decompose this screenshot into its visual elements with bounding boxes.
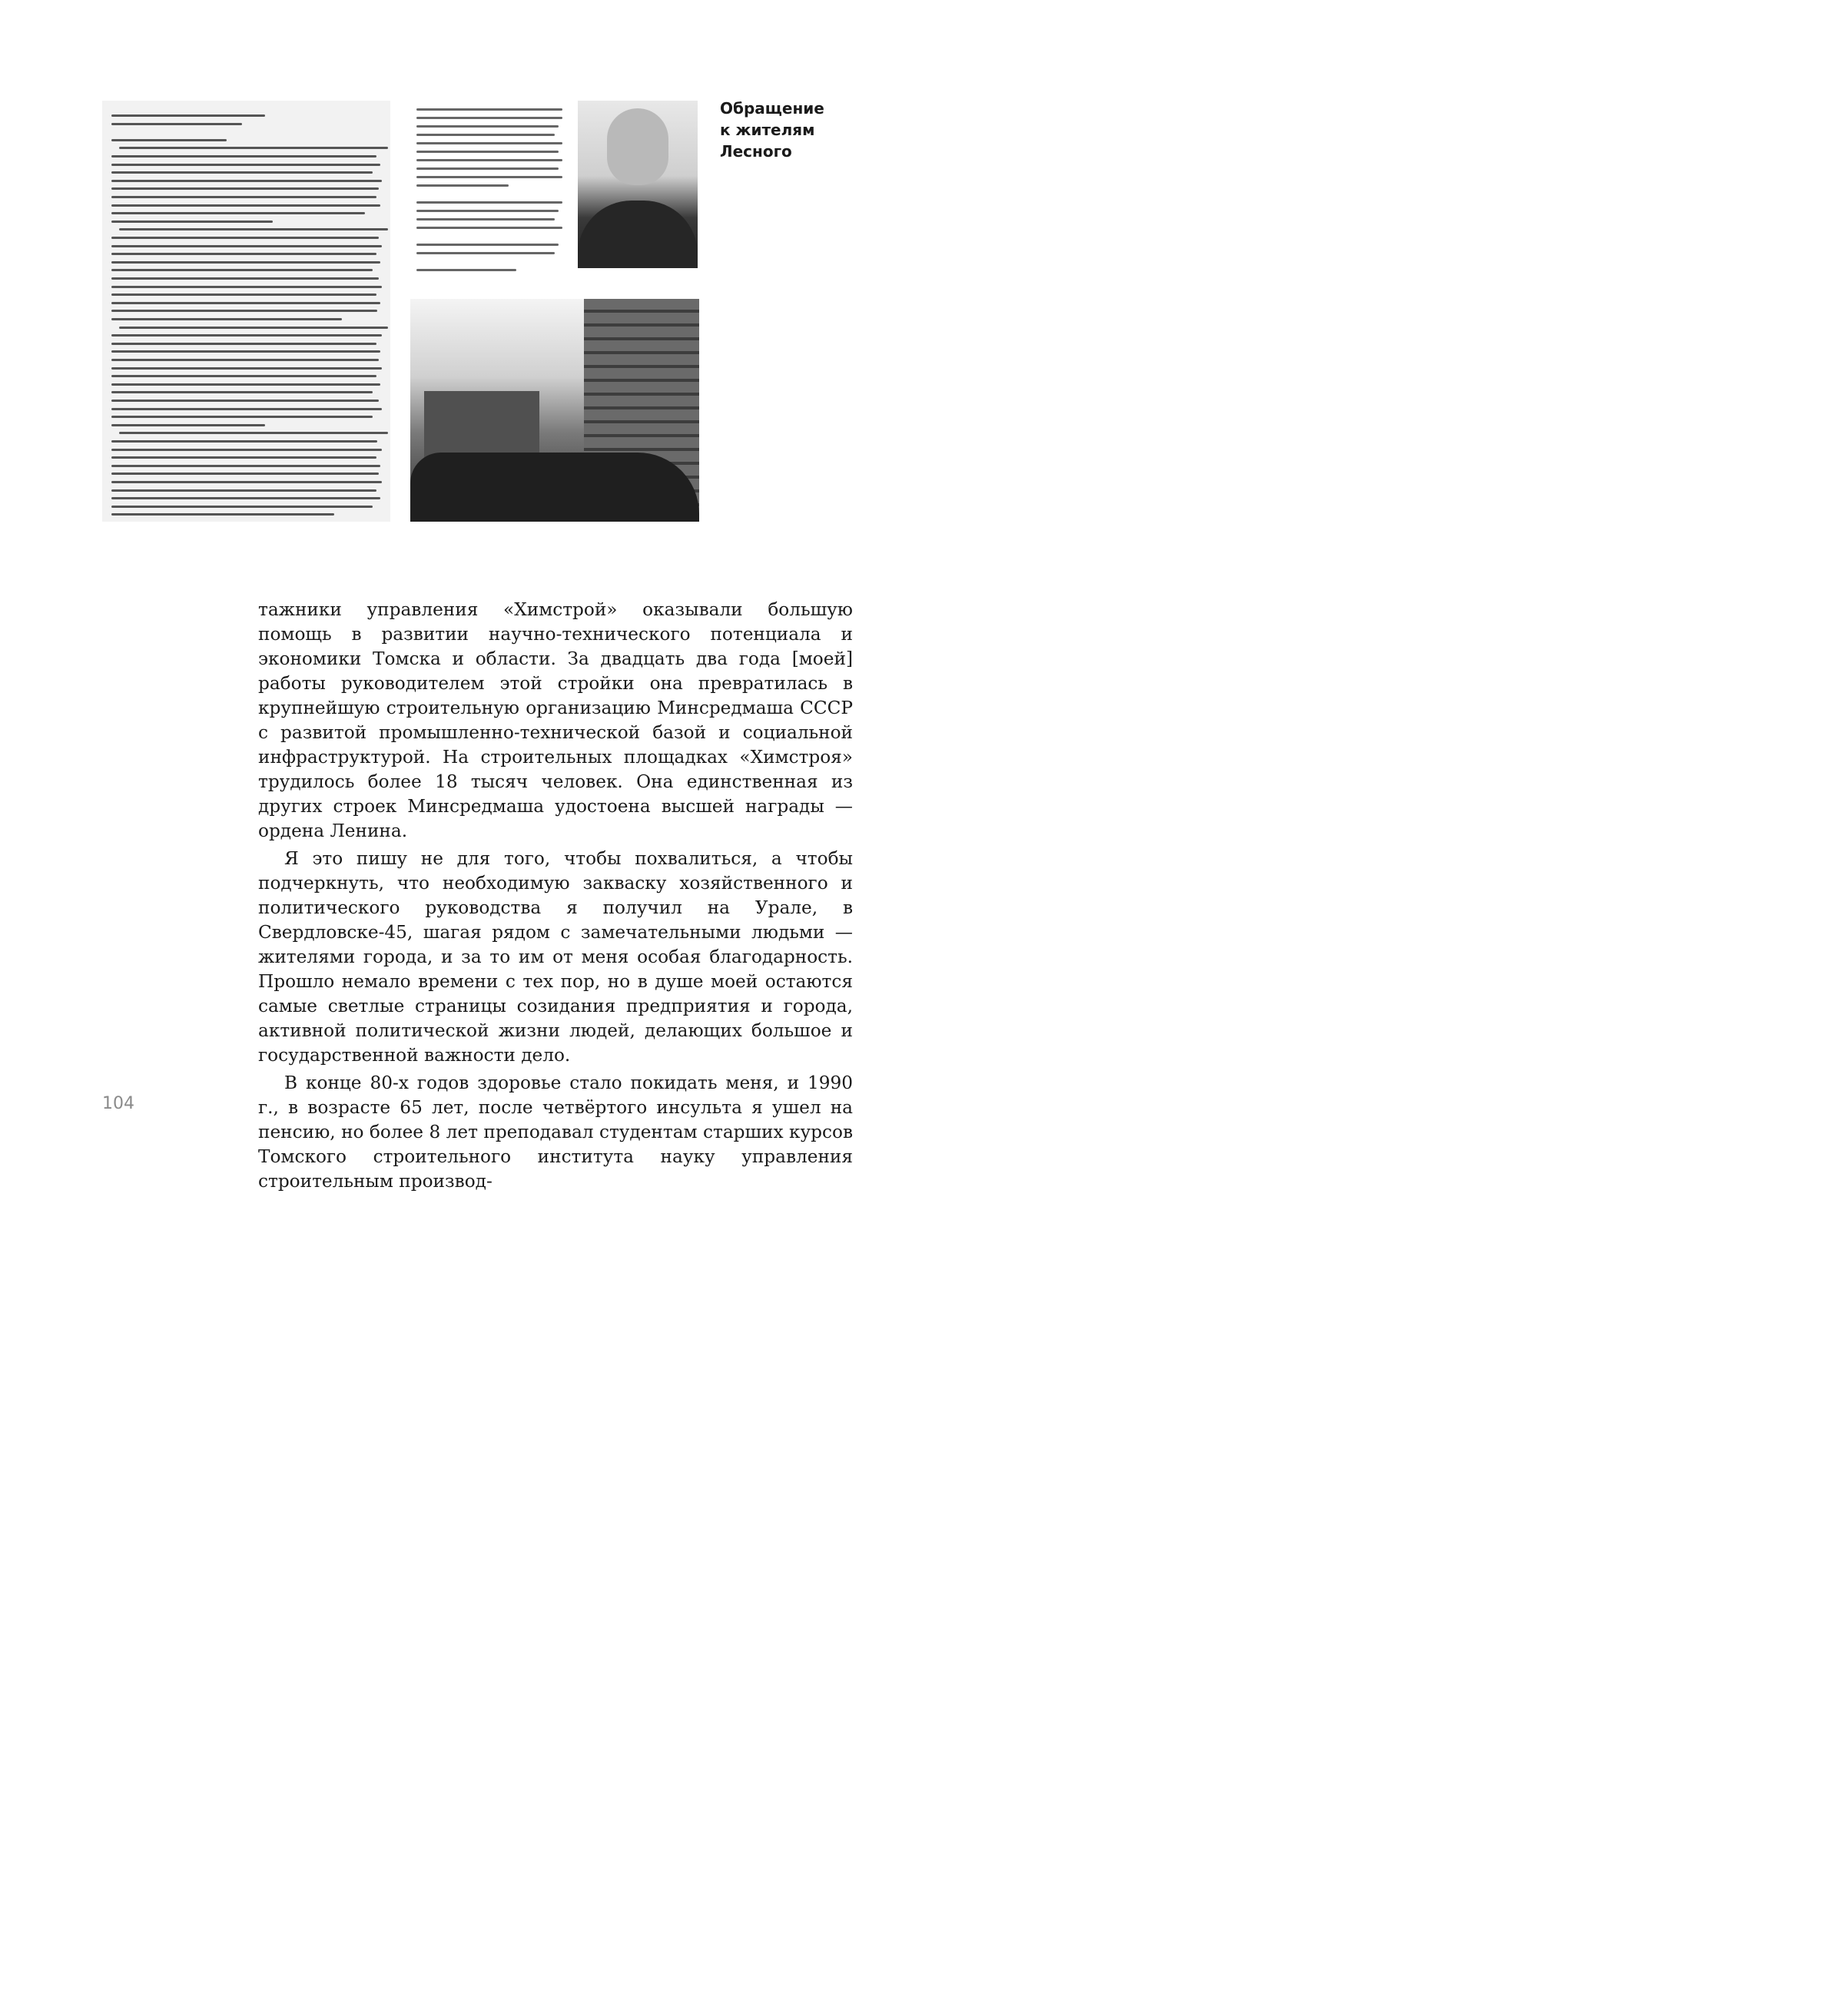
handwriting-line	[416, 142, 562, 144]
body-paragraph: тажники управления «Химстрой» оказывали большую помощь в развитии научно-технического потенциала и экономики Томска и области. За двадцать два года [моей] работы руководителем этой стройки она превратилась в крупнейшую строительную организацию Минсредмаша СССР с развитой промышленно-технической базой и социальной инфраструктурой. На строительных площадках «Химстроя» трудилось более 18 тысяч человек. Она единственная из других строек Минсредмаша удостоена высшей награды — ордена Ленина.	[258, 599, 853, 841]
handwriting-line	[416, 167, 559, 170]
photo-house-shape	[424, 391, 539, 460]
handwriting-line	[416, 244, 559, 246]
portrait-photo	[578, 101, 698, 268]
handwriting-line	[111, 497, 380, 499]
handwriting-line	[111, 253, 376, 255]
handwriting-line	[119, 147, 388, 149]
handwriting-line	[111, 343, 376, 345]
handwriting-line	[111, 139, 227, 141]
handwriting-line	[416, 134, 555, 136]
handwriting-line	[111, 155, 376, 158]
handwriting-line	[111, 416, 373, 418]
handwriting-line	[111, 196, 376, 198]
body-paragraph: В конце 80-х годов здоровье стало покидать меня, и 1990 г., в возрасте 65 лет, после четвёртого инсульта я ушел на пенсию, но более 8 лет преподавал студентам старших курсов Томского строительного института науку управления строительным производ-	[258, 1073, 853, 1192]
handwriting-line	[111, 237, 379, 239]
handwriting-line	[111, 164, 380, 166]
handwriting-line	[416, 125, 559, 128]
handwriting-line	[416, 218, 555, 220]
handwriting-line	[111, 472, 379, 475]
scanned-letter-image	[102, 101, 390, 522]
handwriting-line	[111, 277, 379, 280]
handwriting-line	[111, 171, 373, 174]
handwriting-line	[111, 513, 334, 516]
portrait-head-shape	[607, 108, 668, 185]
main-body-text	[258, 598, 853, 1197]
side-heading-line: Обращение	[720, 99, 824, 118]
photo-crowd-shape	[410, 453, 699, 522]
handwriting-line	[111, 391, 373, 393]
handwriting-line	[416, 159, 562, 161]
handwriting-line	[111, 465, 380, 467]
handwriting-line	[111, 400, 379, 402]
handwriting-line	[111, 212, 365, 214]
handwriting-line	[416, 176, 562, 178]
handwriting-line	[111, 114, 265, 117]
handwriting-line	[119, 327, 388, 329]
handwriting-line	[111, 187, 379, 190]
handwriting-line	[111, 408, 382, 410]
handwriting-line	[111, 350, 380, 353]
handwriting-line	[111, 359, 379, 361]
handwriting-line	[416, 252, 555, 254]
handwriting-line	[416, 184, 509, 187]
handwriting-line	[111, 245, 382, 247]
handwriting-line	[111, 302, 380, 304]
handwriting-line	[111, 456, 376, 459]
historical-street-photo	[410, 299, 699, 522]
handwriting-line	[111, 286, 382, 288]
handwriting-line	[111, 310, 377, 312]
handwriting-line	[119, 432, 388, 434]
handwriting-line	[416, 269, 516, 271]
handwriting-line	[416, 117, 562, 119]
handwriting-line	[416, 210, 559, 212]
handwriting-line	[111, 261, 380, 264]
portrait-shoulders-shape	[578, 201, 698, 268]
handwriting-line	[111, 204, 380, 207]
handwriting-line	[416, 227, 562, 229]
handwriting-line	[111, 334, 382, 337]
handwriting-line	[416, 108, 562, 111]
handwriting-line	[416, 201, 562, 204]
handwriting-line	[111, 269, 373, 271]
handwriting-line	[111, 375, 376, 377]
handwriting-line	[111, 123, 242, 125]
handwriting-line	[111, 383, 380, 386]
handwriting-line	[111, 489, 376, 492]
handwriting-line	[111, 449, 382, 451]
handwriting-line	[416, 151, 559, 153]
handwriting-line	[111, 180, 382, 182]
handwriting-line	[111, 440, 377, 443]
page-number: 104	[102, 1094, 134, 1113]
handwriting-line	[111, 318, 342, 320]
handwriting-line	[111, 293, 376, 296]
body-paragraph: Я это пишу не для того, чтобы похвалиться, а чтобы подчеркнуть, что необходимую закваску хозяйственного и политического руководства я получил на Урале, в Свердловске-45, шагая рядом с замечательными людьми — жителями города, и за то им от меня особая благодарность. Прошло немало времени с тех пор, но в душе моей остаются самые светлые страницы созидания предприятия и города, активной политической жизни людей, делающих большое и государственной важности дело.	[258, 848, 853, 1066]
handwriting-line	[111, 367, 382, 370]
handwriting-line	[111, 481, 382, 483]
side-heading-line: к жителям	[720, 121, 815, 139]
handwriting-line	[111, 220, 273, 223]
side-heading-line: Лесного	[720, 142, 792, 161]
handwriting-line	[119, 228, 388, 230]
side-heading	[720, 98, 874, 162]
handwriting-line	[111, 506, 373, 508]
handwriting-line	[111, 424, 265, 426]
